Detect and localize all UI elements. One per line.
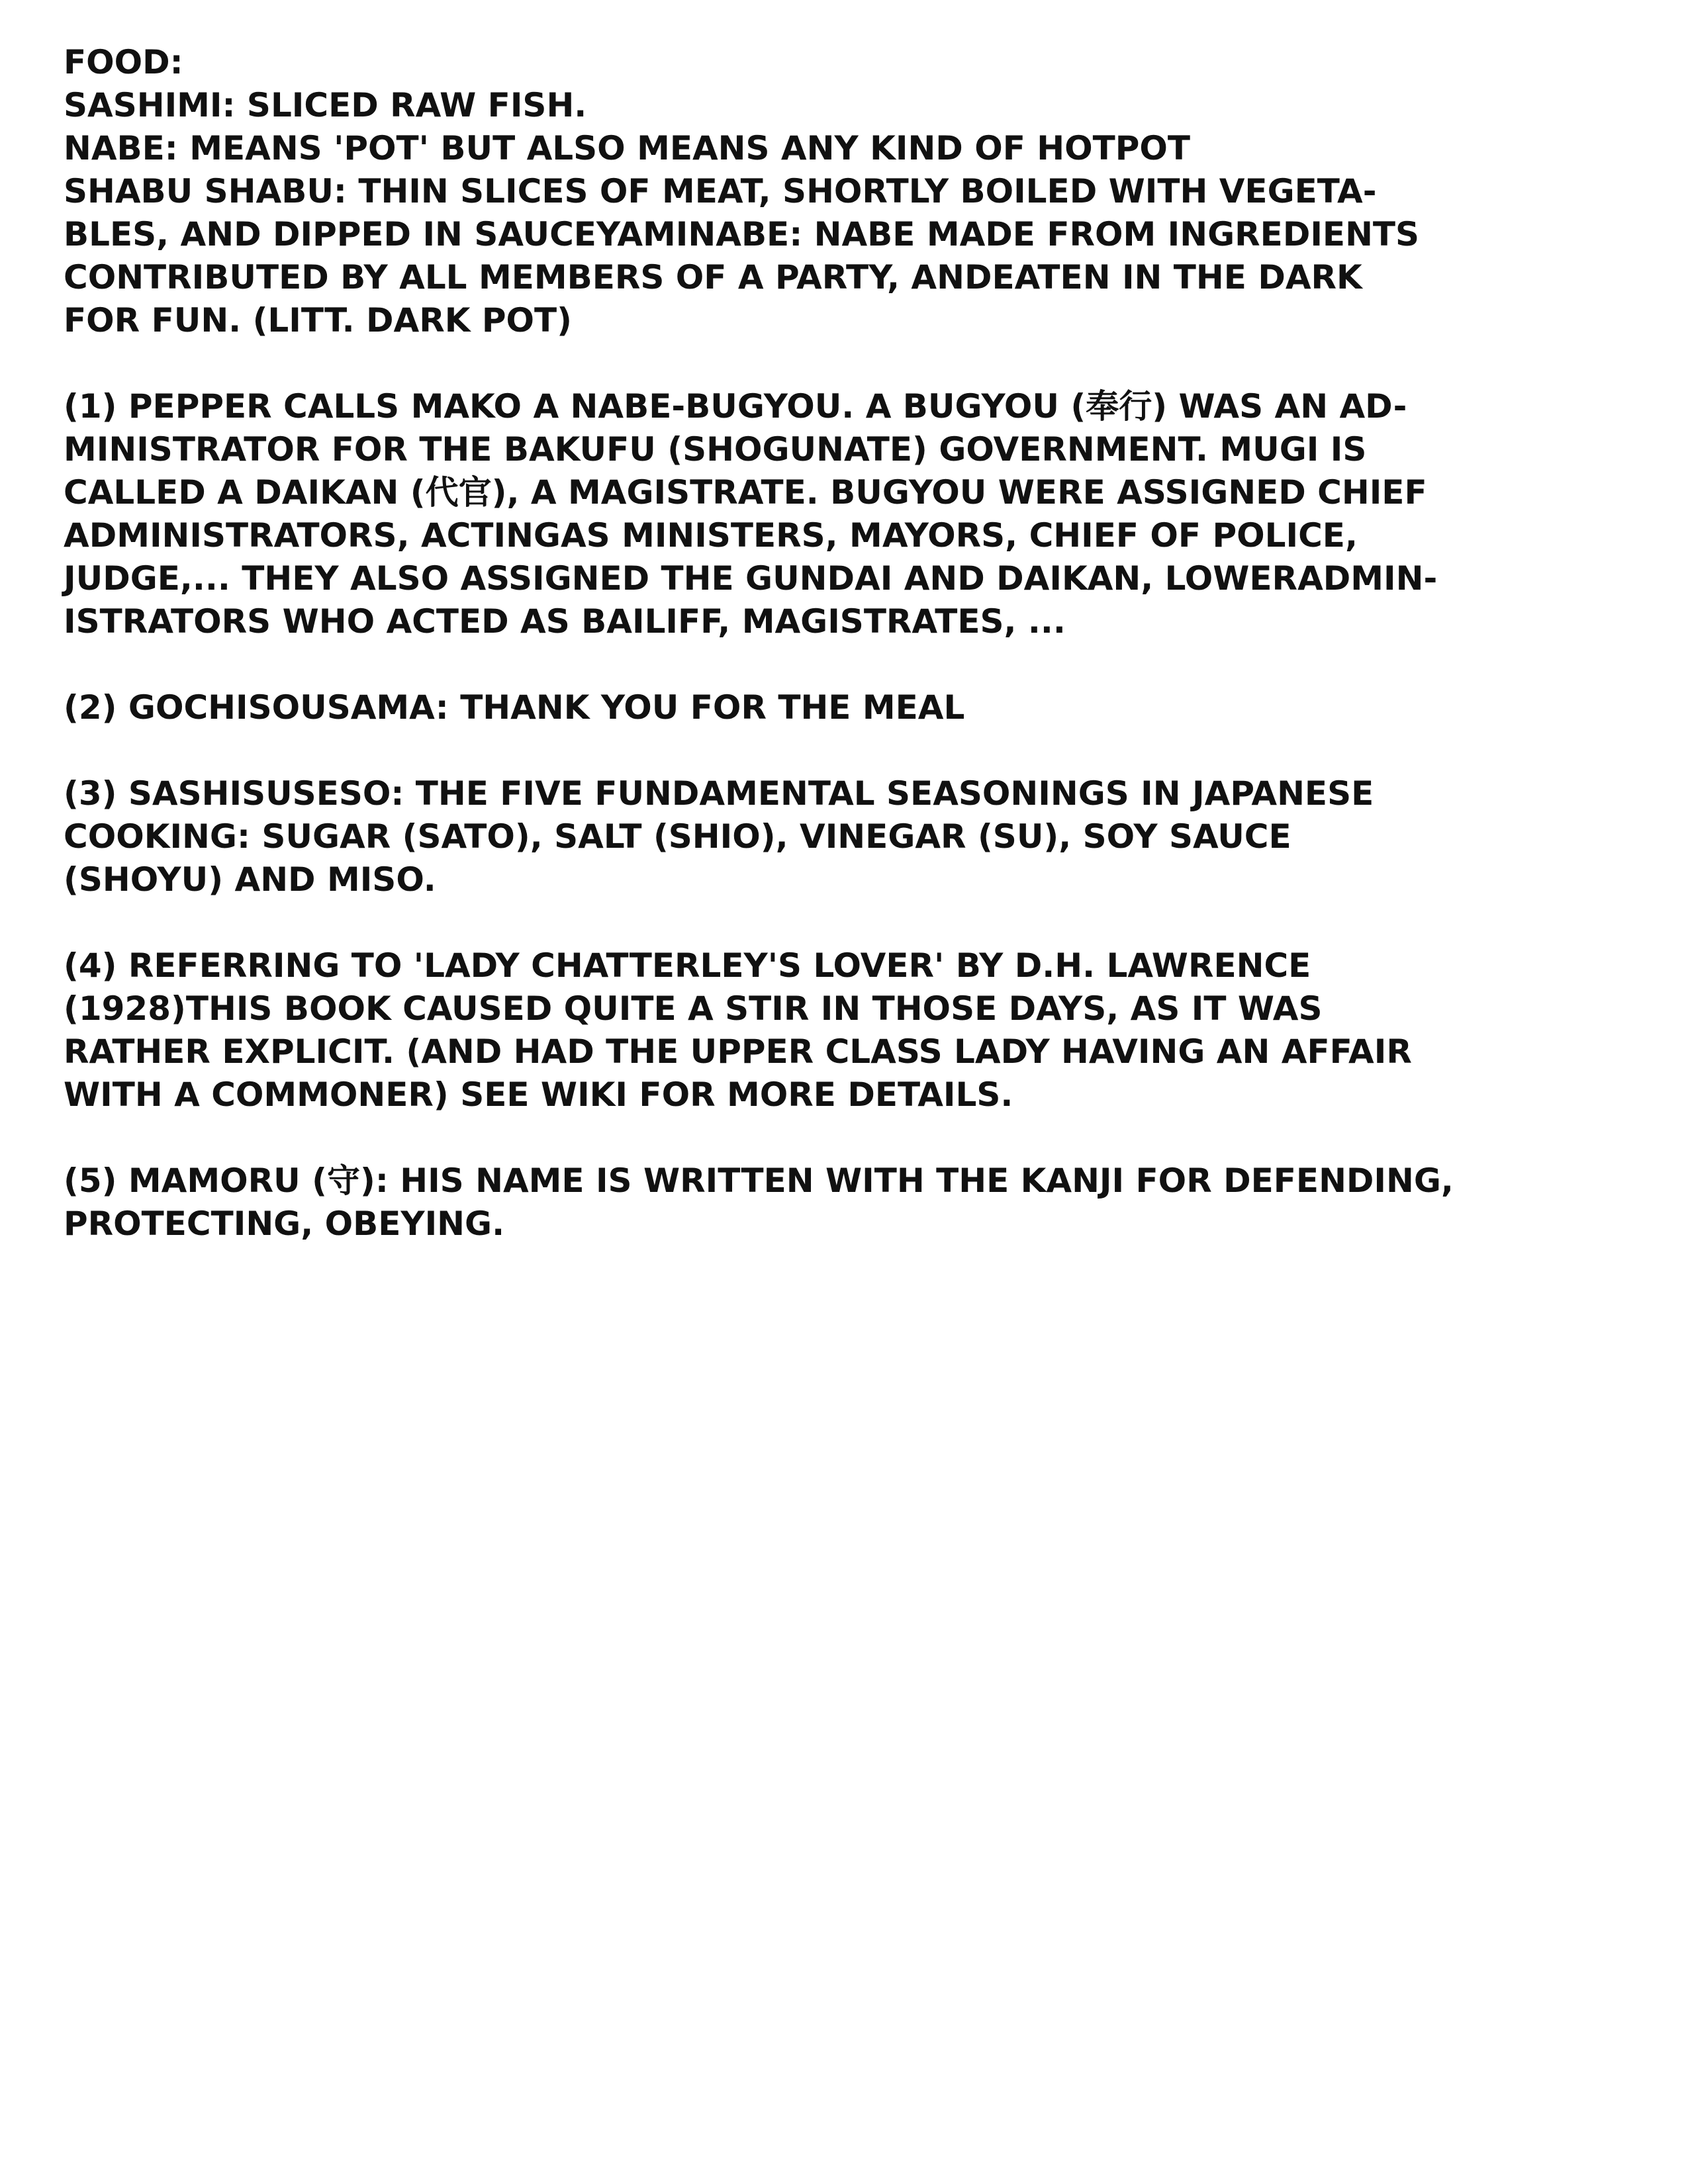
note-line: (5) MAMORU (守): HIS NAME IS WRITTEN WITH THE KANJI FOR DEFENDING, <box>64 1161 1454 1200</box>
note-3 <box>64 772 1626 901</box>
note-line: (1) PEPPER CALLS MAKO A NABE-BUGYOU. A BUGYOU (奉行) WAS AN AD- <box>64 387 1407 426</box>
food-line: BLES, AND DIPPED IN SAUCEYAMINABE: NABE MADE FROM INGREDIENTS <box>64 215 1420 253</box>
note-5 <box>64 1160 1626 1246</box>
note-1 <box>64 385 1626 643</box>
food-line: CONTRIBUTED BY ALL MEMBERS OF A PARTY, ANDEATEN IN THE DARK <box>64 258 1362 296</box>
note-4 <box>64 944 1626 1116</box>
food-glossary <box>64 41 1626 342</box>
note-line: WITH A COMMONER) SEE WIKI FOR MORE DETAILS. <box>64 1075 1013 1114</box>
note-line: (1928)THIS BOOK CAUSED QUITE A STIR IN THOSE DAYS, AS IT WAS <box>64 989 1323 1028</box>
note-line: ISTRATORS WHO ACTED AS BAILIFF, MAGISTRATES, ... <box>64 602 1066 641</box>
food-line: NABE: MEANS 'POT' BUT ALSO MEANS ANY KIND OF HOTPOT <box>64 129 1190 167</box>
note-line: (SHOYU) AND MISO. <box>64 860 436 899</box>
note-line: PROTECTING, OBEYING. <box>64 1205 505 1243</box>
food-line: SHABU SHABU: THIN SLICES OF MEAT, SHORTLY BOILED WITH VEGETA- <box>64 172 1377 210</box>
note-line: CALLED A DAIKAN (代官), A MAGISTRATE. BUGYOU WERE ASSIGNED CHIEF <box>64 473 1427 512</box>
food-line: SASHIMI: SLICED RAW FISH. <box>64 86 587 124</box>
note-line: MINISTRATOR FOR THE BAKUFU (SHOGUNATE) GOVERNMENT. MUGI IS <box>64 430 1367 469</box>
note-line: COOKING: SUGAR (SATO), SALT (SHIO), VINEGAR (SU), SOY SAUCE <box>64 817 1291 856</box>
translation-notes <box>64 41 1626 1289</box>
food-heading: FOOD: <box>64 43 183 81</box>
note-line: (3) SASHISUSESO: THE FIVE FUNDAMENTAL SEASONINGS IN JAPANESE <box>64 774 1374 813</box>
note-line: JUDGE,... THEY ALSO ASSIGNED THE GUNDAI AND DAIKAN, LOWERADMIN- <box>64 559 1438 598</box>
note-line: (2) GOCHISOUSAMA: THANK YOU FOR THE MEAL <box>64 688 965 727</box>
note-line: ADMINISTRATORS, ACTINGAS MINISTERS, MAYORS, CHIEF OF POLICE, <box>64 516 1358 555</box>
note-2 <box>64 686 1626 729</box>
food-line: FOR FUN. (LITT. DARK POT) <box>64 301 573 340</box>
note-line: RATHER EXPLICIT. (AND HAD THE UPPER CLASS LADY HAVING AN AFFAIR <box>64 1032 1412 1071</box>
note-line: (4) REFERRING TO 'LADY CHATTERLEY'S LOVER' BY D.H. LAWRENCE <box>64 946 1311 985</box>
